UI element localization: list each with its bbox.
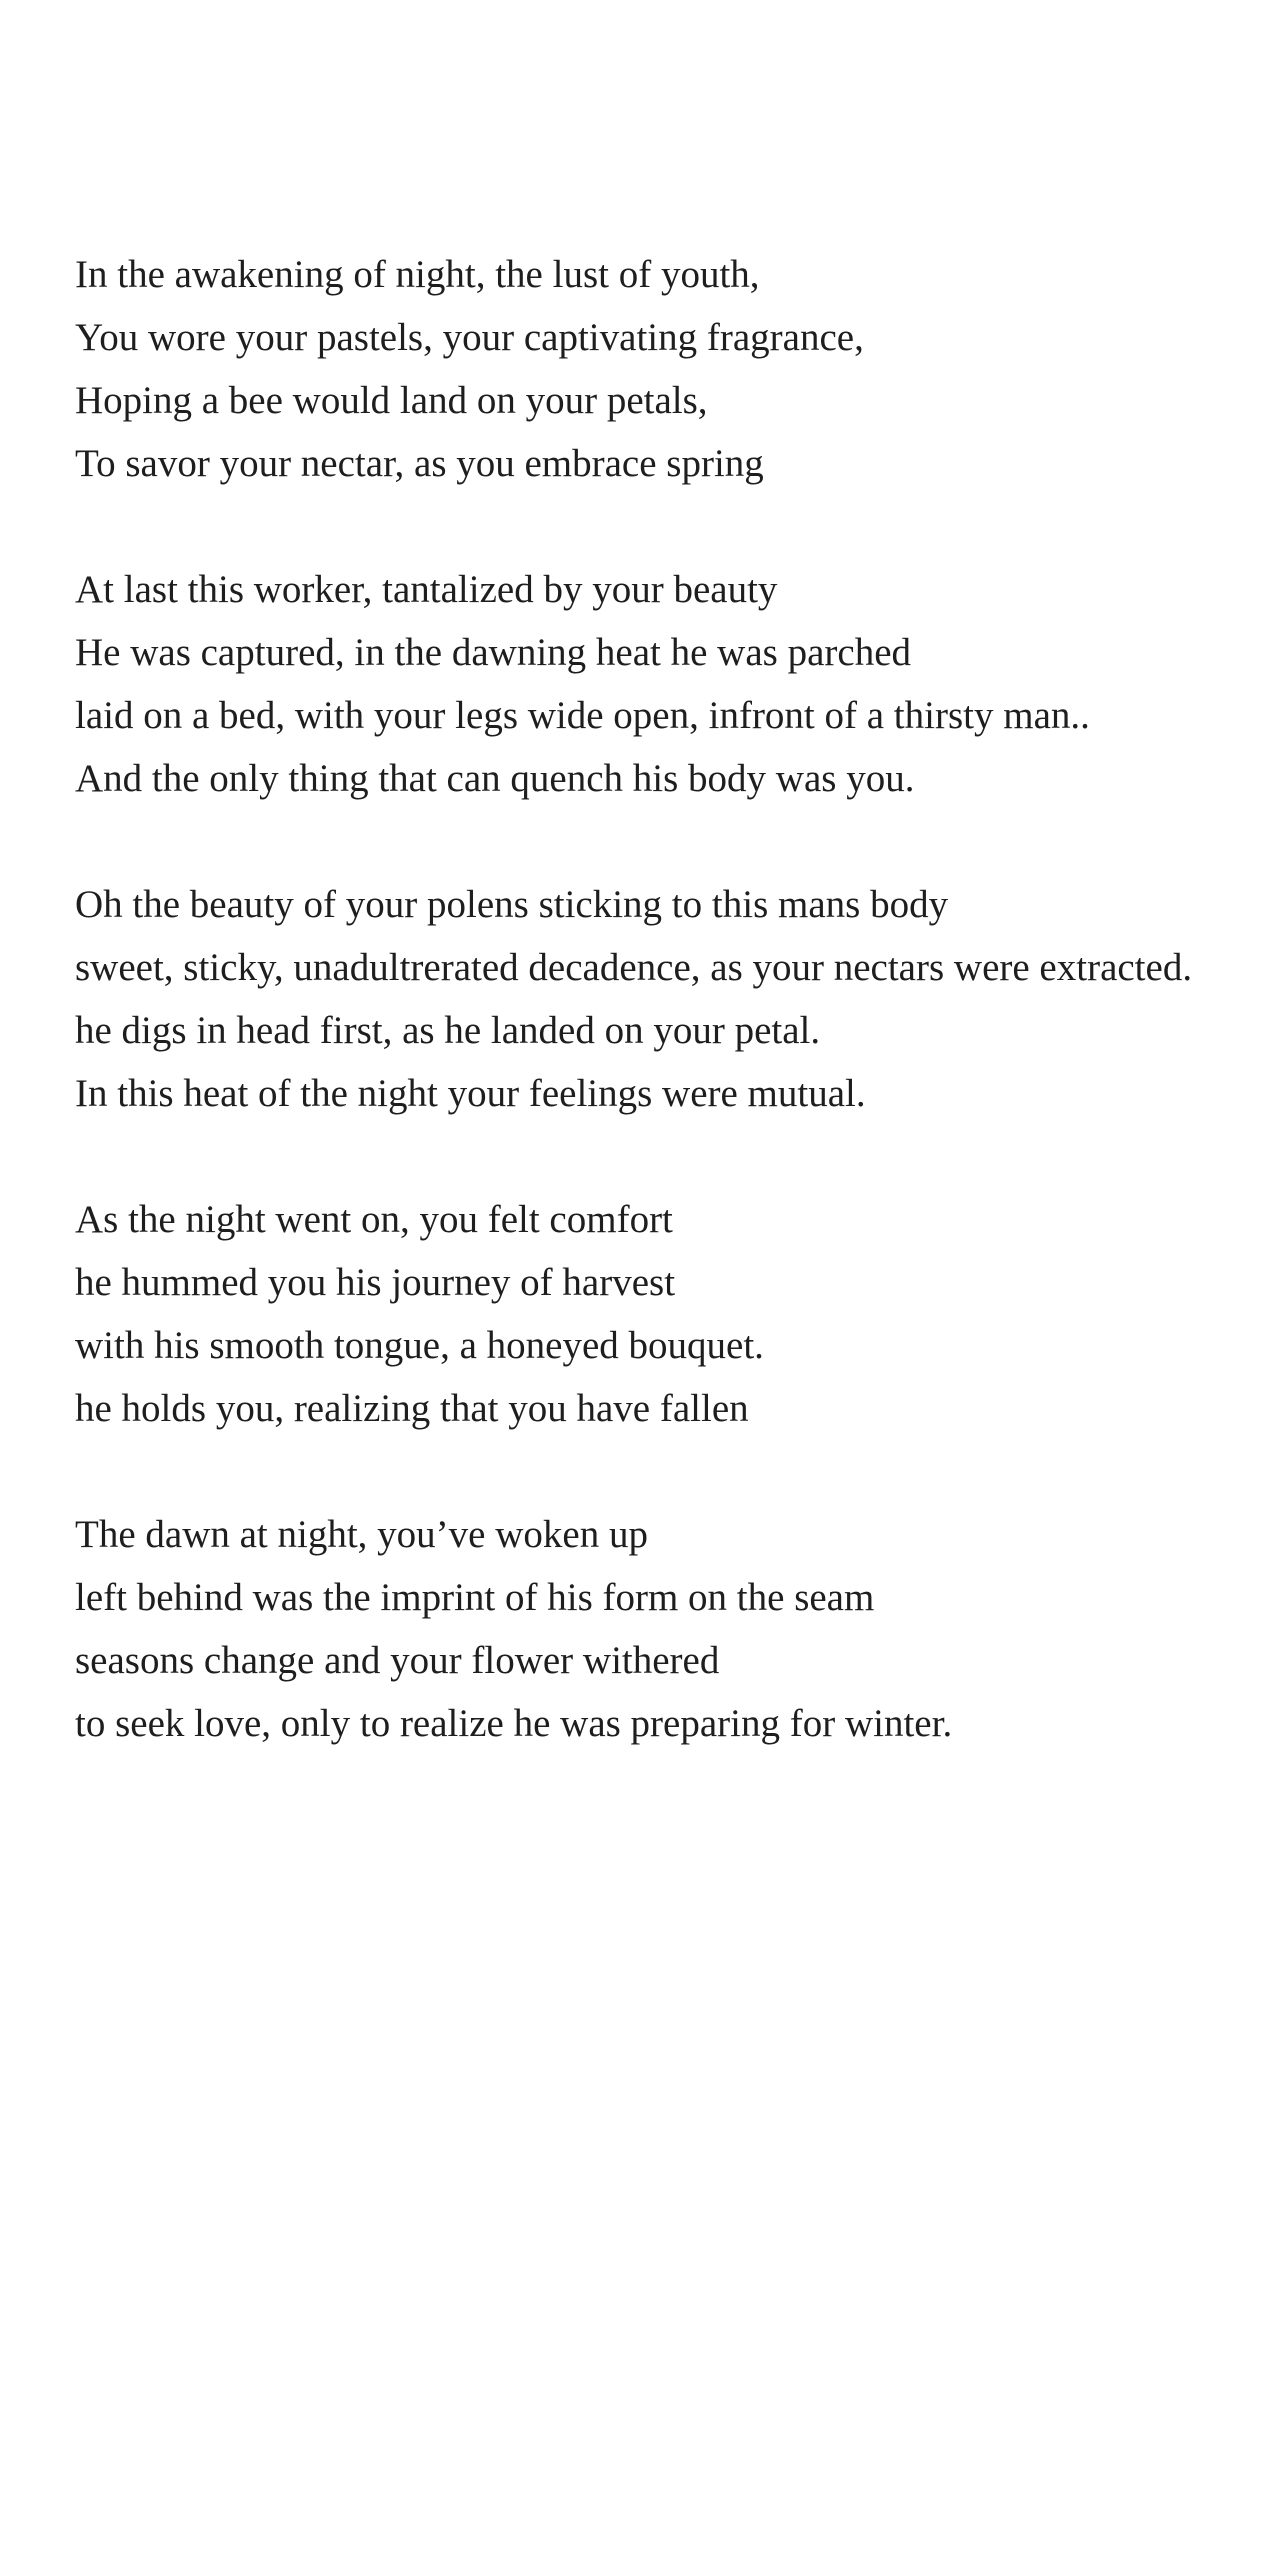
stanza-3 xyxy=(75,873,1255,1125)
poem-line: As the night went on, you felt comfort xyxy=(75,1198,673,1241)
poem-line: At last this worker, tantalized by your beauty xyxy=(75,568,778,611)
stanza-5 xyxy=(75,1503,1255,1755)
poem-line: In this heat of the night your feelings were mutual. xyxy=(75,1072,866,1115)
stanza-2 xyxy=(75,558,1255,810)
poem-body xyxy=(75,243,1255,1818)
poem-line: seasons change and your flower withered xyxy=(75,1639,720,1682)
poem-line: In the awakening of night, the lust of youth, xyxy=(75,253,760,296)
poem-line: Hoping a bee would land on your petals, xyxy=(75,379,708,422)
poem-line: sweet, sticky, unadultrerated decadence, as your nectars were extracted. xyxy=(75,946,1193,989)
poem-line: The dawn at night, you’ve woken up xyxy=(75,1513,648,1556)
poem-line: To savor your nectar, as you embrace spring xyxy=(75,442,764,485)
stanza-4 xyxy=(75,1188,1255,1440)
stanza-1 xyxy=(75,243,1255,495)
poem-line: with his smooth tongue, a honeyed bouquet. xyxy=(75,1324,764,1367)
poem-line: to seek love, only to realize he was preparing for winter. xyxy=(75,1702,953,1745)
poem-line: he hummed you his journey of harvest xyxy=(75,1261,676,1304)
poem-line: You wore your pastels, your captivating fragrance, xyxy=(75,316,864,359)
poem-line: left behind was the imprint of his form on the seam xyxy=(75,1576,875,1619)
poem-line: he digs in head first, as he landed on your petal. xyxy=(75,1009,821,1052)
poem-line: he holds you, realizing that you have fallen xyxy=(75,1387,749,1430)
poem-line: He was captured, in the dawning heat he was parched xyxy=(75,631,912,674)
poem-line: Oh the beauty of your polens sticking to this mans body xyxy=(75,883,949,926)
poem-line: laid on a bed, with your legs wide open, infront of a thirsty man.. xyxy=(75,694,1090,737)
poem-line: And the only thing that can quench his body was you. xyxy=(75,757,915,800)
